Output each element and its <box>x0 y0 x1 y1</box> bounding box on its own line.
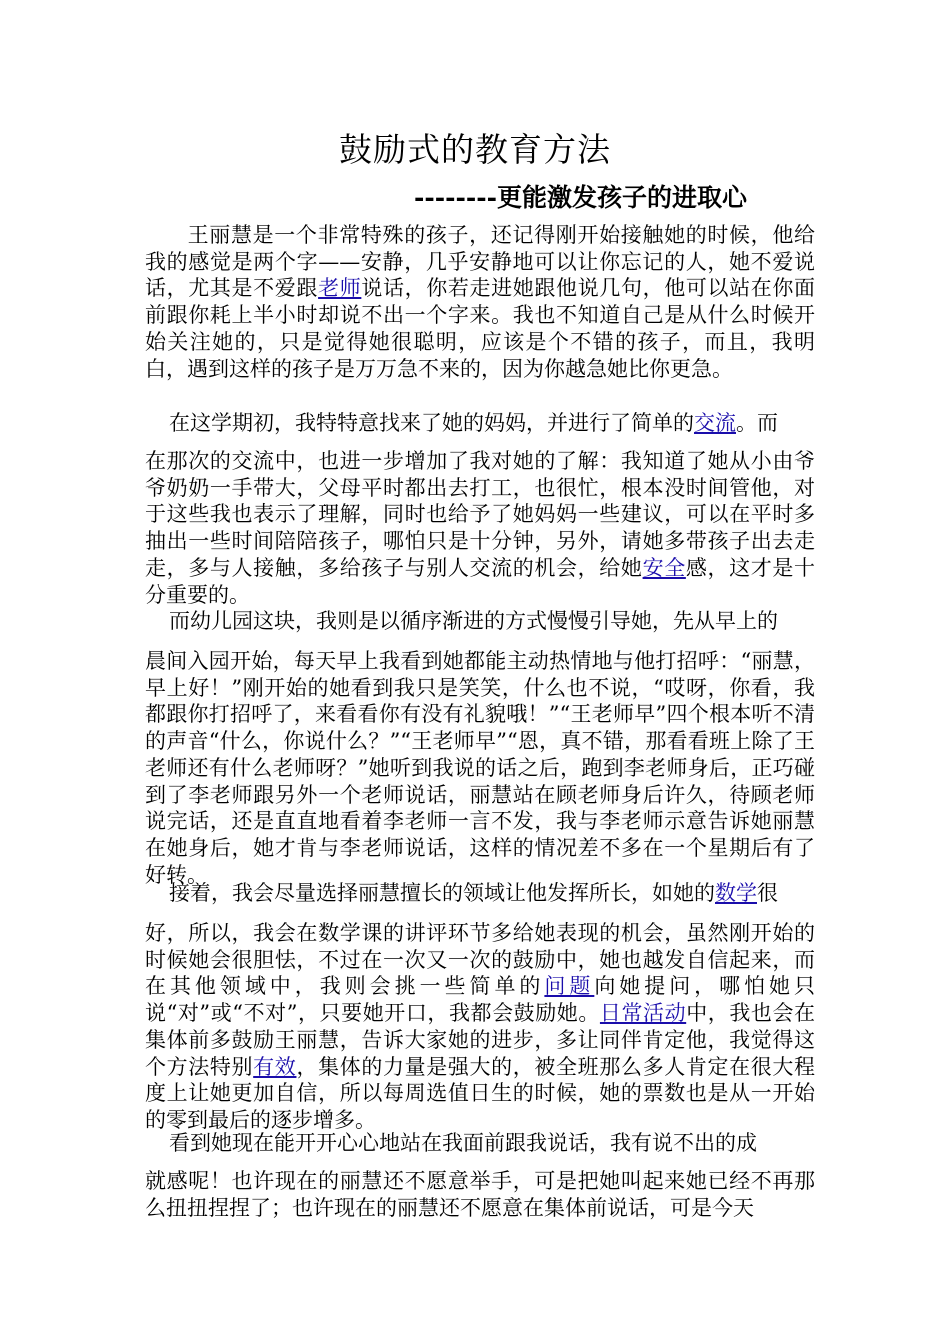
link-communication[interactable]: 交流 <box>694 411 736 435</box>
paragraph-4 <box>145 920 815 1134</box>
paragraph-3: 晨间入园开始，每天早上我看到她都能主动热情地与他打招呼：“丽慧，早上好！”刚开始的她看到我只是笑笑，什么也不说，“哎呀，你看，我都跟你打招呼了，来看看你有没有礼貌哦！”“王老师早”四个根本听不清的声音“什么，你说什么？”“王老师早”“恩，真不错，那看看班上除了王老师还有什么老师呀？”她听到我说的话之后，跑到李老师身后，正巧碰到了李老师跟另外一个老师说话，丽慧站在顾老师身后许久，待顾老师说完话，还是直直地看着李老师一言不发，我与李老师示意告诉她丽慧在她身后，她才肯与李老师说话，这样的情况差不多在一个星期后有了好转。 <box>145 649 815 887</box>
paragraph-4-lead <box>145 880 815 907</box>
paragraph-3-lead-text: 而幼儿园这块，我则是以循序渐进的方式慢慢引导她，先从早上的 <box>169 609 778 633</box>
link-effective[interactable]: 有效 <box>253 1054 297 1079</box>
link-daily-activities[interactable]: 日常活动 <box>599 1001 687 1026</box>
paragraph-4-lead-text-b: 很 <box>757 881 778 905</box>
paragraph-3-lead <box>145 608 815 635</box>
paragraph-4-lead-text-a: 接着，我会尽量选择丽慧擅长的领域让他发挥所长，如她的 <box>169 881 715 905</box>
link-question[interactable]: 问题 <box>544 974 595 999</box>
paragraph-5-lead <box>145 1130 815 1157</box>
link-safety[interactable]: 安全 <box>642 555 686 580</box>
paragraph-2 <box>145 448 815 608</box>
paragraph-2-lead-text-b: 。而 <box>736 411 778 435</box>
document-title: 鼓励式的教育方法 <box>339 130 611 169</box>
paragraph-1-text-b: 说话，你若走进她跟他说几句，他可以站在你面前跟你耗上半小时却说不出一个字来。我也不知道自己是从什么时候开始关注她的，只是觉得她很聪明，应该是个不错的孩子，而且，我明白，遇到这样的孩子是万万急不来的，因为你越急她比你更急。 <box>145 276 816 381</box>
paragraph-2-lead-text-a: 在这学期初，我特特意找来了她的妈妈，并进行了简单的 <box>169 411 694 435</box>
paragraph-2-text-b: 感，这才是十分重要的。 <box>145 555 816 607</box>
paragraph-4-text-b: 向她提问，哪怕她只说“对”或“不对”，只要她开口，我都会鼓励她。 <box>145 974 816 1026</box>
paragraph-5: 就感呢！也许现在的丽慧还不愿意举手，可是把她叫起来她已经不再那么扭扭捏捏了；也许现在的丽慧还不愿意在集体前说话，可是今天 <box>145 1169 815 1220</box>
paragraph-4-text-d: ，集体的力量是强大的，被全班那么多人肯定在很大程度上让她更加自信，所以每周选值日生的时候，她的票数也是从一开始的零到最后的逐步增多。 <box>145 1054 816 1132</box>
link-teacher[interactable]: 老师 <box>318 276 362 301</box>
paragraph-5-lead-text: 看到她现在能开开心心地站在我面前跟我说话，我有说不出的成 <box>169 1131 757 1155</box>
paragraph-2-text-a: 在那次的交流中，也进一步增加了我对她的了解：我知道了她从小由爷爷奶奶一手带大，父母平时都出去打工，也很忙，根本没时间管他，对于这些我也表示了理解，同时也给予了她妈妈一些建议，可以在平时多抽出一些时间陪陪孩子，哪怕只是十分钟，另外，请她多带孩子出去走走，多与人接触，多给孩子与别人交流的机会，给她 <box>145 449 815 580</box>
paragraph-1 <box>145 222 815 382</box>
paragraph-4-text-c: 中，我也会在集体前多鼓励王丽慧，告诉大家她的进步，多让同伴肯定他，我觉得这个方法特别 <box>145 1001 816 1079</box>
paragraph-2-lead <box>145 410 815 437</box>
document-subtitle: --------更能激发孩子的进取心 <box>414 183 748 212</box>
paragraph-4-text-a: 好，所以，我会在数学课的讲评环节多给她表现的机会，虽然刚开始的时候她会很胆怯，不过在一次又一次的鼓励中，她也越发自信起来，而在其他领域中，我则会挑一些简单的 <box>145 921 815 999</box>
paragraph-1-text-a: 王丽慧是一个非常特殊的孩子，还记得刚开始接触她的时候，他给我的感觉是两个字——安静，几乎安静地可以让你忘记的人，她不爱说话，尤其是不爱跟 <box>145 223 815 301</box>
link-math[interactable]: 数学 <box>715 881 757 905</box>
